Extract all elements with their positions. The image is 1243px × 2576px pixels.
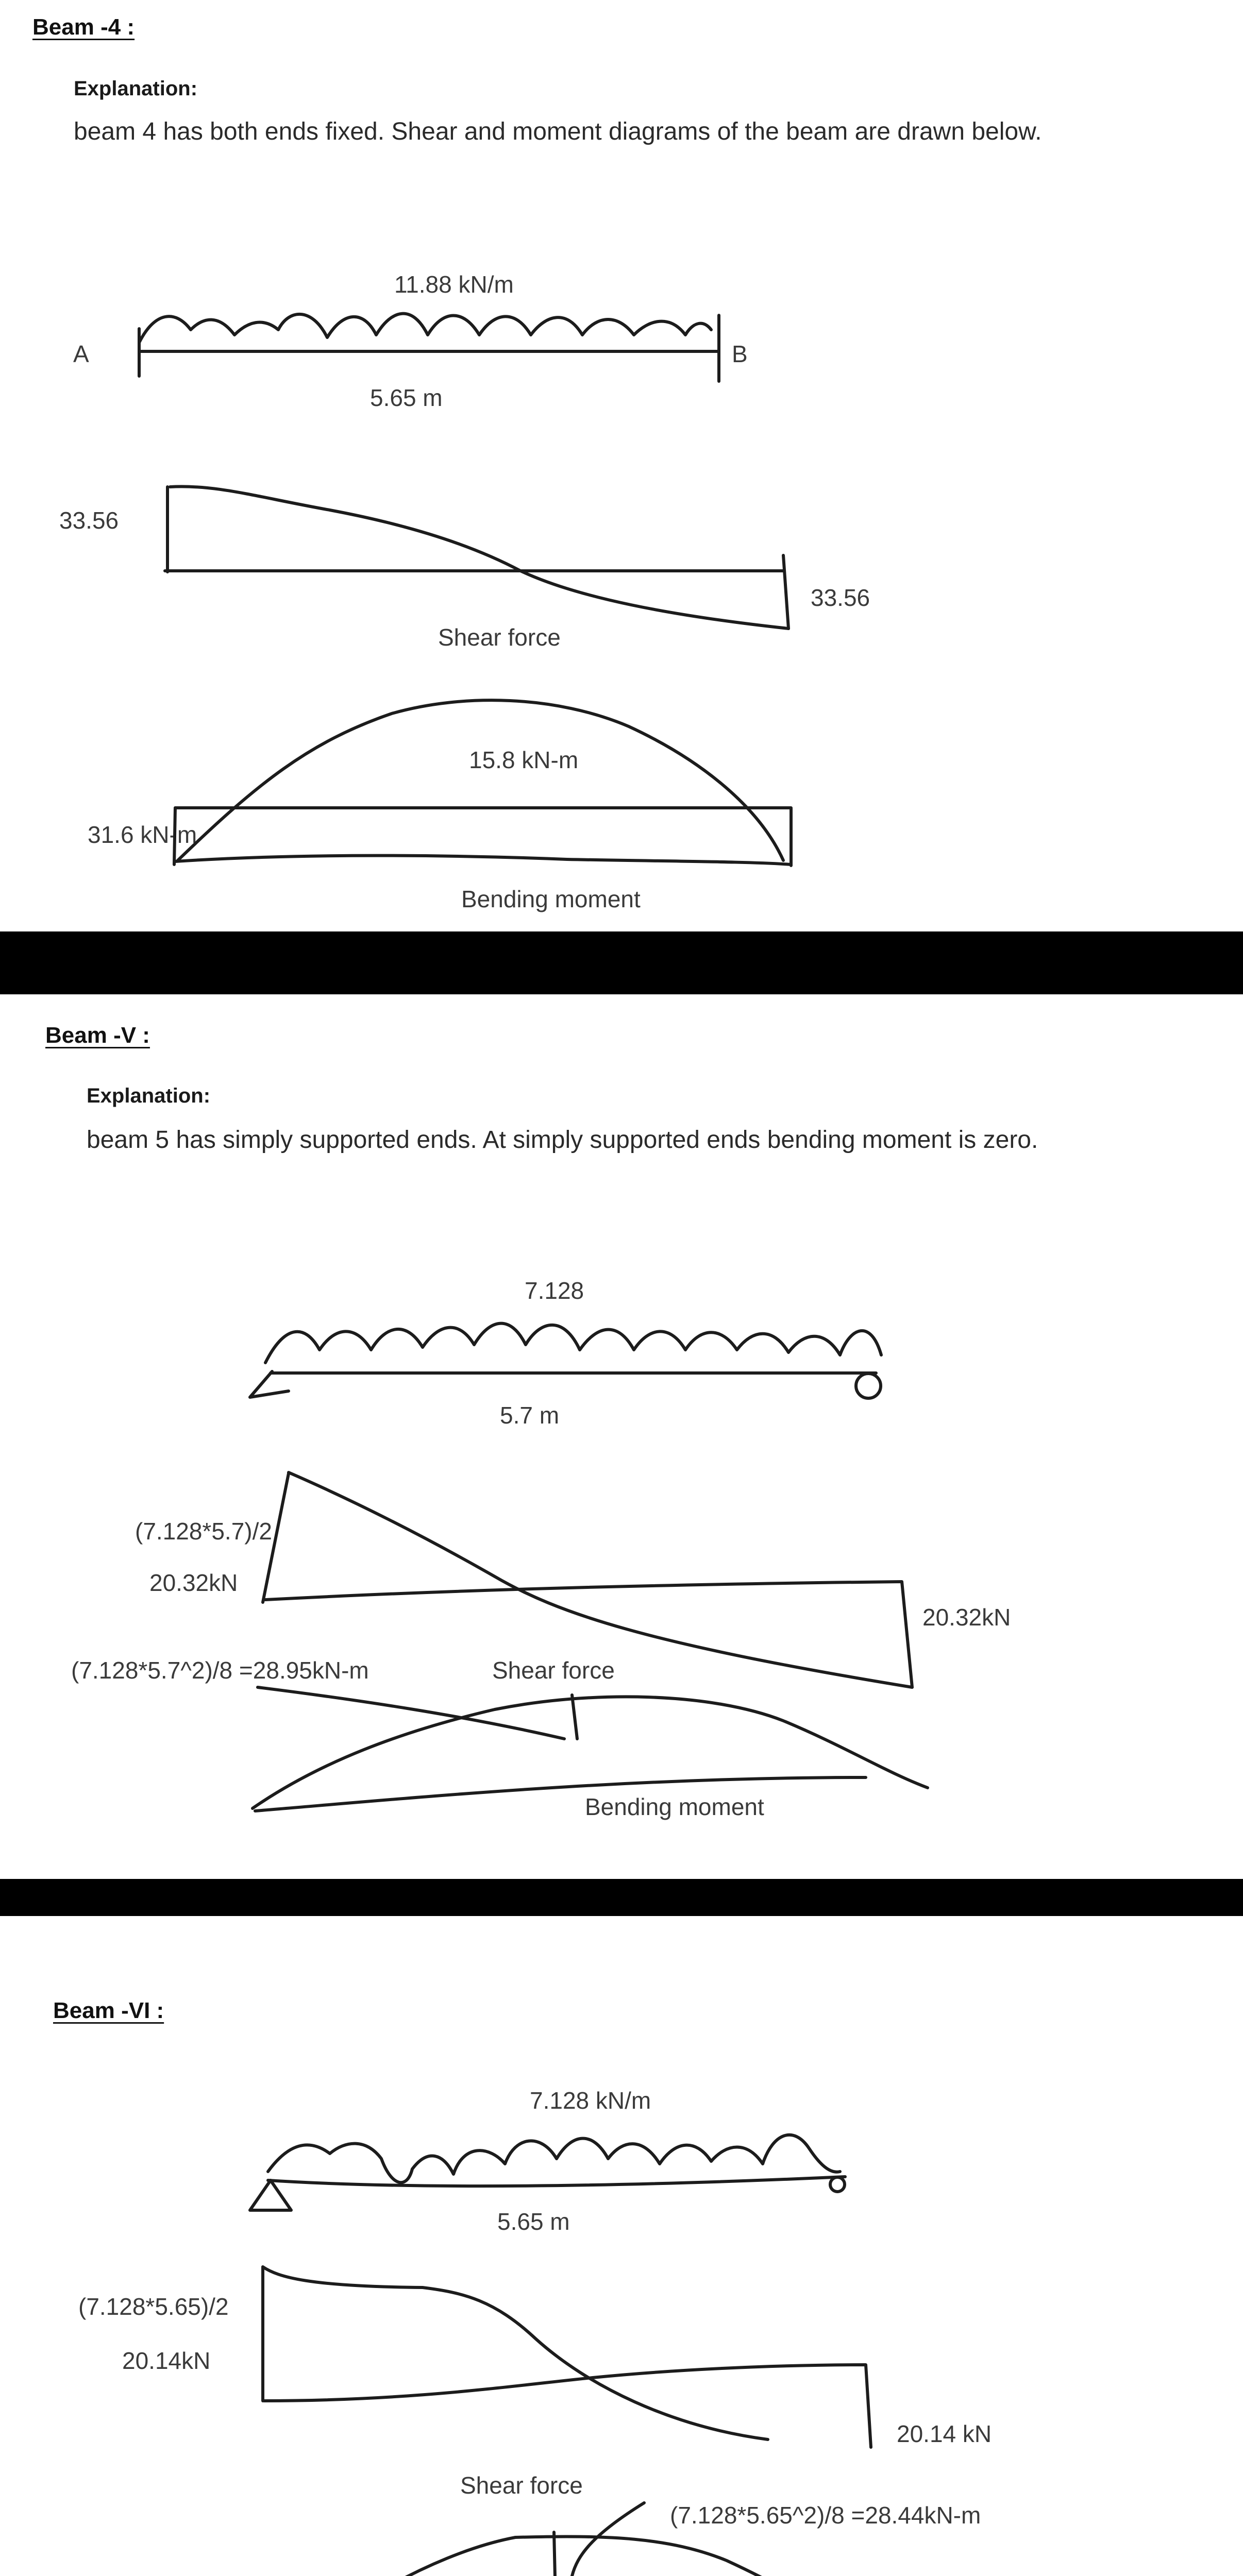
beam6-roller-support bbox=[830, 2177, 845, 2192]
beam5-shear-right-value: 20.32kN bbox=[922, 1604, 1011, 1631]
beam4-span-label: 5.65 m bbox=[370, 384, 443, 411]
beam5-explanation-text: beam 5 has simply supported ends. At simply supported ends bending moment is zero. bbox=[87, 1126, 1038, 1154]
beam4-moment-title: Bending moment bbox=[461, 886, 641, 912]
beam5-shear-formula: (7.128*5.7)/2 bbox=[135, 1518, 272, 1545]
beam6-heading: Beam -VI : bbox=[53, 1998, 164, 2023]
beam6-shear-left-value: 20.14kN bbox=[122, 2347, 211, 2374]
beam5-moment-formula: (7.128*5.7^2)/8 =28.95kN-m bbox=[71, 1657, 369, 1684]
beam6-pin-support bbox=[250, 2180, 291, 2210]
beam6-span-label: 5.65 m bbox=[497, 2208, 570, 2235]
beam4-shear-left-value: 33.56 bbox=[59, 507, 119, 534]
beam5-explanation-label: Explanation: bbox=[87, 1084, 211, 1107]
beam6-shear-title: Shear force bbox=[460, 2472, 583, 2499]
beam4-shear-right-value: 33.56 bbox=[811, 584, 870, 611]
beam4-moment-end-value: 31.6 kN-m bbox=[88, 821, 197, 848]
beam4-end-b-label: B bbox=[732, 341, 748, 367]
beam4-load-label: 11.88 kN/m bbox=[394, 271, 514, 298]
beam6-moment-diagram bbox=[258, 2503, 835, 2576]
beam4-moment-mid-value: 15.8 kN-m bbox=[469, 747, 579, 773]
beam4-end-a-label: A bbox=[73, 341, 89, 367]
beam4-shear-title: Shear force bbox=[438, 624, 561, 651]
beam6-udl-wave bbox=[268, 2135, 840, 2182]
beam4-heading: Beam -4 : bbox=[32, 14, 135, 40]
beam5-span-label: 5.7 m bbox=[500, 1402, 560, 1429]
beam6-load-label: 7.128 kN/m bbox=[530, 2087, 651, 2114]
beam6-moment-formula: (7.128*5.65^2)/8 =28.44kN-m bbox=[670, 2502, 981, 2529]
beam5-moment-title: Bending moment bbox=[585, 1793, 764, 1820]
beam6-shear-right-value: 20.14 kN bbox=[897, 2420, 992, 2447]
beam4-explanation-label: Explanation: bbox=[74, 77, 198, 100]
beam6-beam-drawing bbox=[250, 2135, 845, 2210]
beam5-shear-left-value: 20.32kN bbox=[149, 1569, 238, 1596]
beam5-shear-title: Shear force bbox=[492, 1657, 615, 1684]
beam5-load-label: 7.128 bbox=[525, 1277, 584, 1304]
beam5-heading: Beam -V : bbox=[45, 1023, 150, 1048]
beam6-shear-formula: (7.128*5.65)/2 bbox=[78, 2293, 229, 2320]
beam6-shear-diagram bbox=[263, 2267, 871, 2447]
beam4-explanation-text: beam 4 has both ends fixed. Shear and moment diagrams of the beam are drawn below. bbox=[74, 118, 1042, 145]
